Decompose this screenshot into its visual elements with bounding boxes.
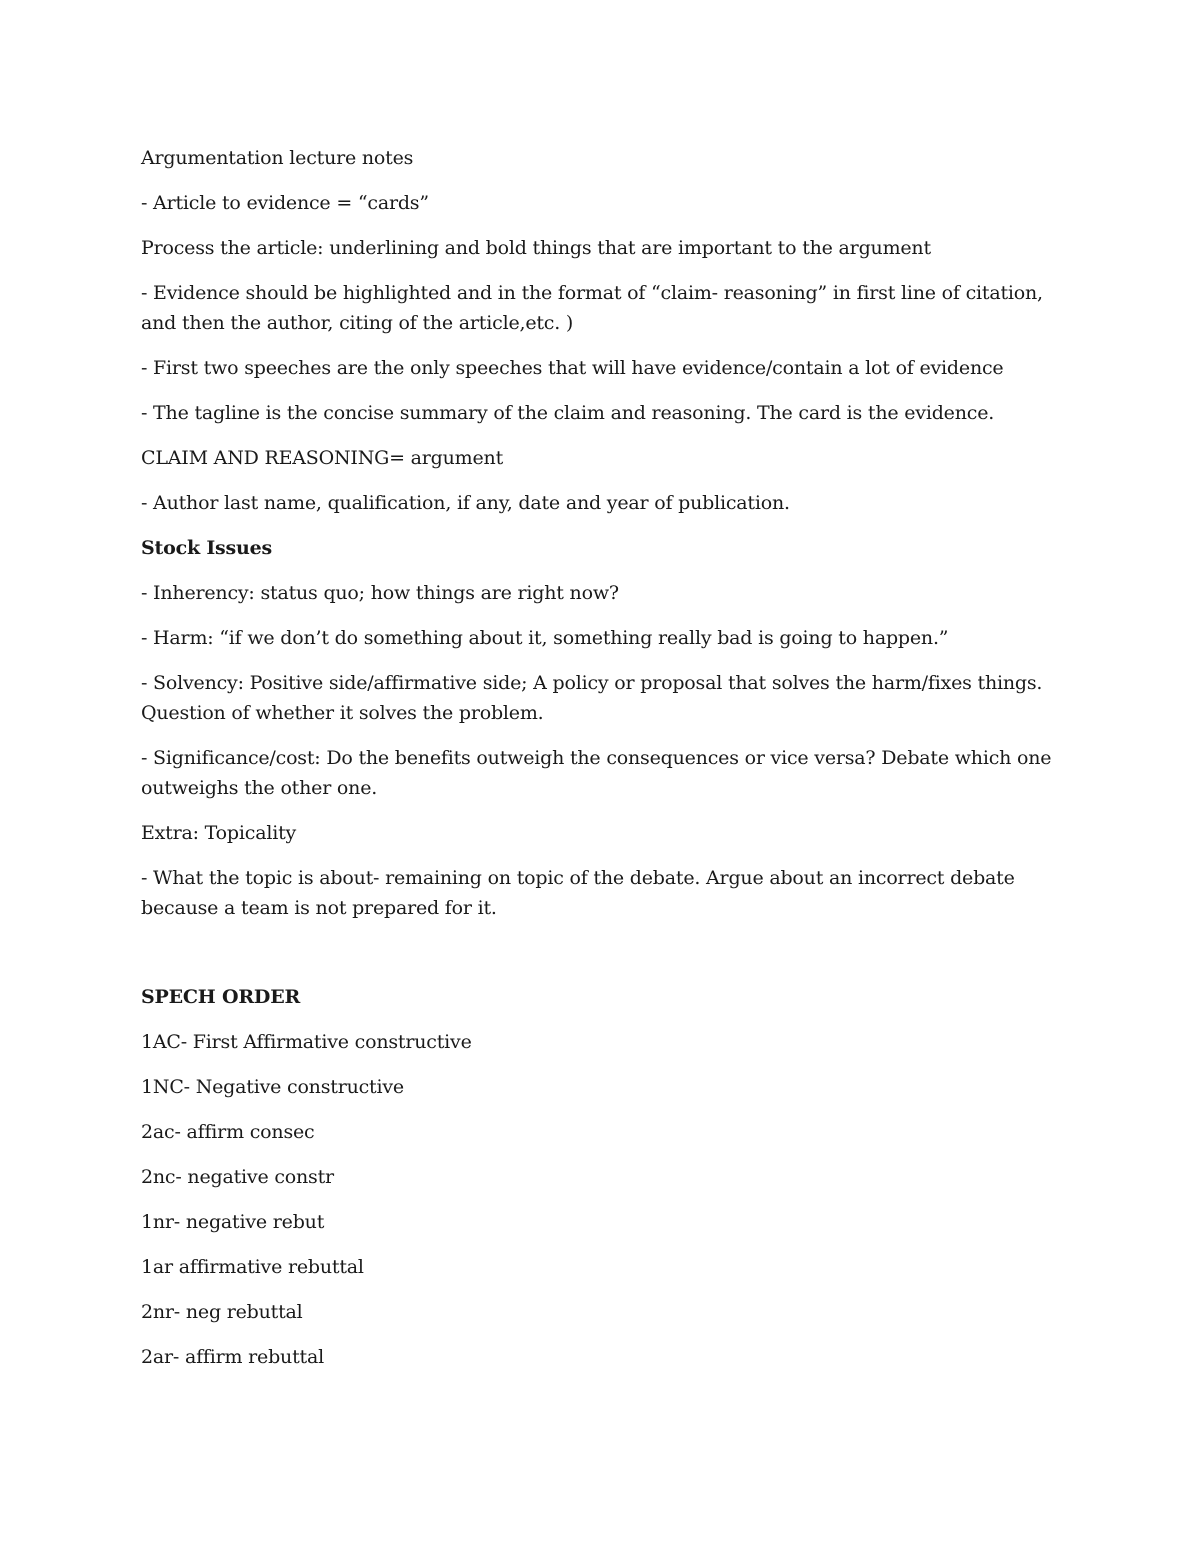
note-line: - First two speeches are the only speeches that will have evidence/contain a lot of evidence — [141, 357, 1004, 379]
speech-order-item: 2nc- negative constr — [141, 1166, 334, 1188]
note-line: - Author last name, qualification, if any, date and year of publication. — [141, 492, 790, 514]
stock-issue-item: - Significance/cost: Do the benefits outweigh the consequences or vice versa? Debate which one outweighs the other one. — [141, 747, 1052, 799]
blank-line — [141, 938, 1071, 982]
note-line: - Article to evidence = “cards” — [141, 192, 429, 214]
speech-order-item: 1NC- Negative constructive — [141, 1076, 404, 1098]
speech-order-heading: SPECH ORDER — [141, 986, 301, 1008]
note-line: CLAIM AND REASONING= argument — [141, 447, 504, 469]
note-line: Process the article: underlining and bold things that are important to the argument — [141, 237, 931, 259]
speech-order-item: 2ar- affirm rebuttal — [141, 1346, 324, 1368]
stock-issue-item: Extra: Topicality — [141, 822, 297, 844]
note-line: - The tagline is the concise summary of the claim and reasoning. The card is the evidence. — [141, 402, 995, 424]
speech-order-item: 1AC- First Affirmative constructive — [141, 1031, 472, 1053]
speech-order-item: 2nr- neg rebuttal — [141, 1301, 303, 1323]
stock-issue-item: - Inherency: status quo; how things are right now? — [141, 582, 619, 604]
stock-issues-heading: Stock Issues — [141, 537, 272, 559]
stock-issue-item: - Solvency: Positive side/affirmative side; A policy or proposal that solves the harm/fixes things. Question of whether it solves the problem. — [141, 672, 1043, 724]
stock-issue-item: - What the topic is about- remaining on topic of the debate. Argue about an incorrect debate because a team is not prepared for it. — [141, 867, 1015, 919]
document-body — [141, 143, 1071, 1387]
stock-issue-item: - Harm: “if we don’t do something about it, something really bad is going to happen.” — [141, 627, 949, 649]
speech-order-item: 2ac- affirm consec — [141, 1121, 315, 1143]
speech-order-item: 1ar affirmative rebuttal — [141, 1256, 364, 1278]
document-title: Argumentation lecture notes — [141, 147, 414, 169]
note-line: - Evidence should be highlighted and in the format of “claim- reasoning” in first line of citation, and then the author, citing of the article,etc. ) — [141, 282, 1043, 334]
speech-order-item: 1nr- negative rebut — [141, 1211, 325, 1233]
